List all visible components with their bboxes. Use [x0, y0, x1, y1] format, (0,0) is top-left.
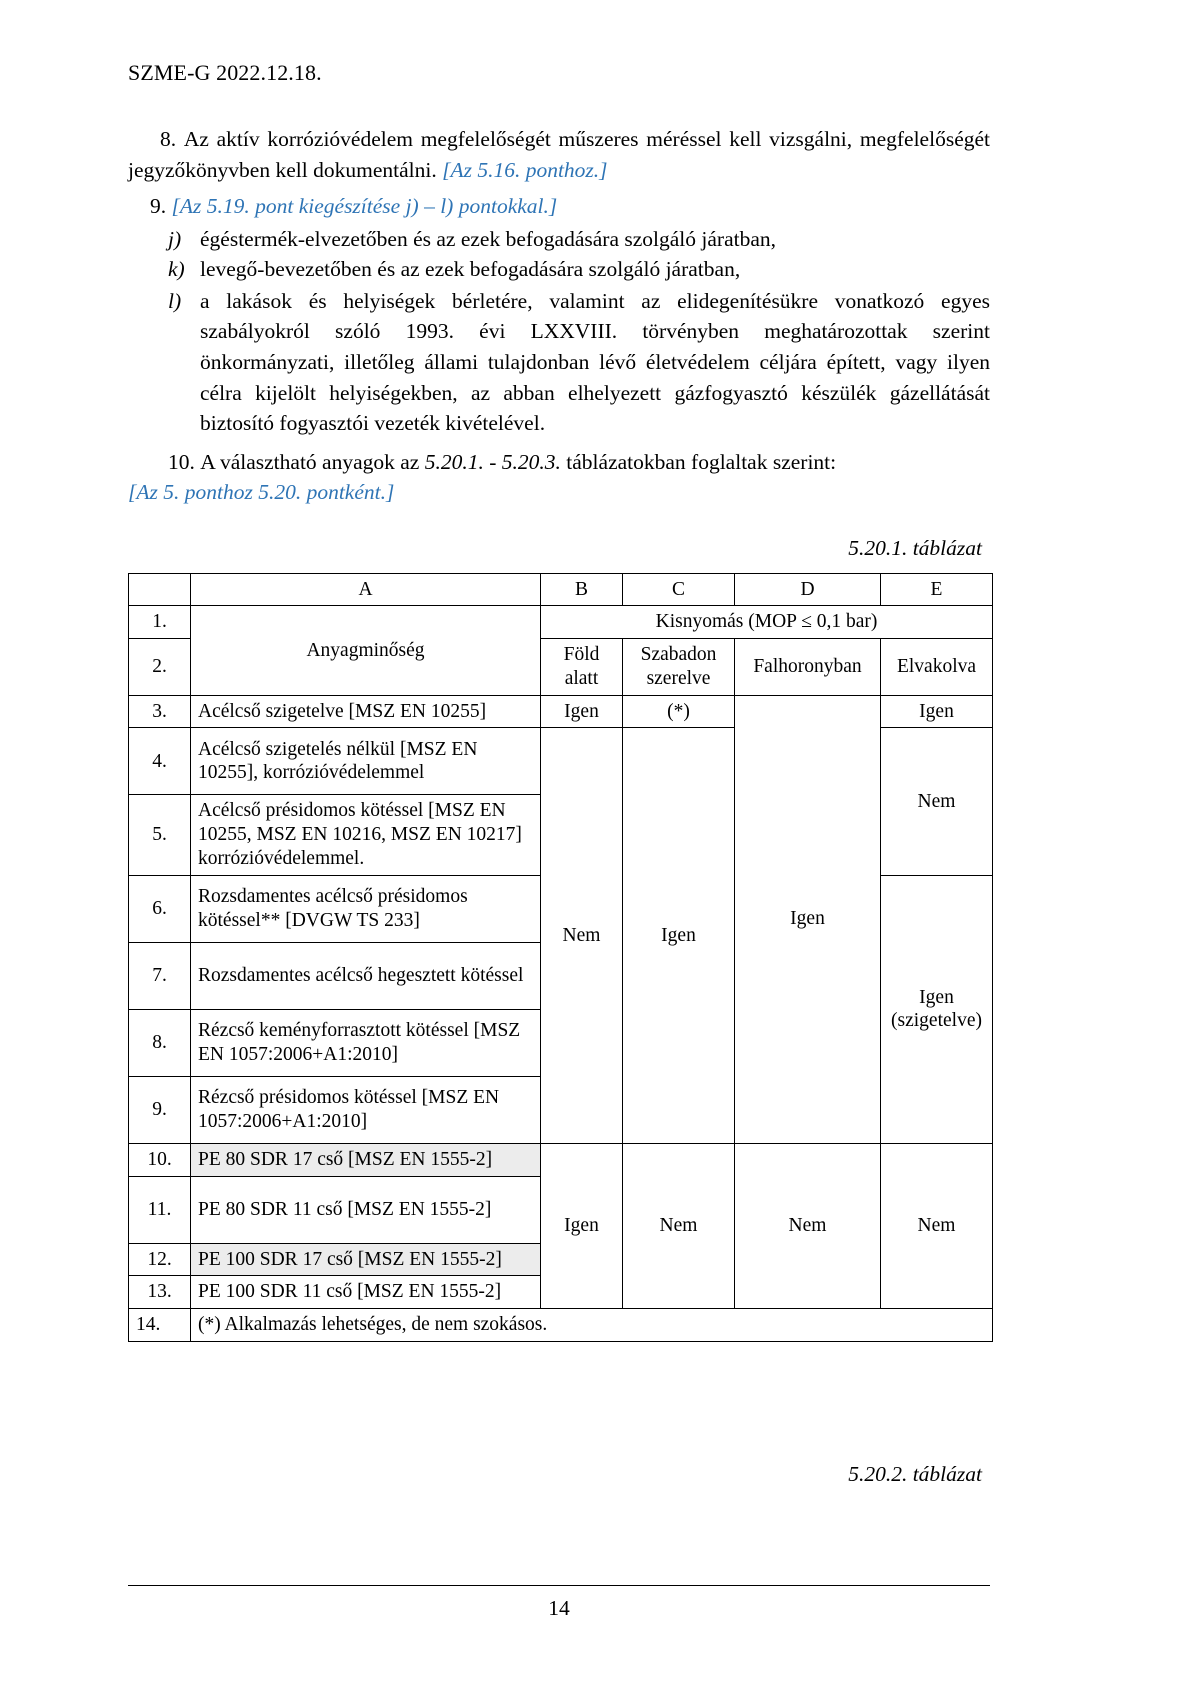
row-number-11: 11.	[129, 1176, 191, 1243]
list-marker-k: k)	[168, 257, 185, 282]
running-head: SZME-G 2022.12.18.	[128, 60, 322, 85]
header-fold-alatt: Föld alatt	[541, 639, 623, 696]
header-falhoronyban: Falhoronyban	[735, 639, 881, 696]
list-text-l: a lakások és helyiségek bérletére, valamint az elidegenítésükre vonatkozó egyes szabályokról szóló 1993. évi LXXVIII. törvényben meghatározottak szerint önkormányzati, illetőleg állami tulajdonban lévő életvédelem céljára épített, vagy ilyen célra kijelölt helyiségekben, az abban elhelyezett gázfogyasztó készülék gázellátását biztosító fogyasztói vezeték kivételével.	[200, 288, 990, 436]
list-item-l	[128, 286, 990, 439]
header-anyagminoseg: Anyagminőség	[191, 606, 541, 695]
column-letter-b: B	[541, 573, 623, 606]
row-number-9: 9.	[129, 1076, 191, 1143]
material-name-7: Rozsdamentes acélcső hegesztett kötéssel	[191, 942, 541, 1009]
item-10-range-end: 5.20.3.	[501, 449, 561, 474]
item-10-range-separator: -	[483, 449, 502, 474]
row-number-1: 1.	[129, 606, 191, 639]
row-number-6: 6.	[129, 875, 191, 942]
value-pe-falhoronyban: Nem	[735, 1143, 881, 1308]
row-number-13: 13.	[129, 1276, 191, 1309]
material-name-5: Acélcső présidomos kötéssel [MSZ EN 10255, MSZ EN 10216, MSZ EN 10217] korrózióvédelemmel.	[191, 795, 541, 875]
value-elvakolva-igen-szigetelve	[881, 875, 993, 1143]
row-number-12: 12.	[129, 1243, 191, 1276]
table-row	[129, 695, 993, 728]
paragraph-item-9	[128, 191, 990, 222]
paragraph-item-8	[128, 124, 990, 185]
table-footnote: (*) Alkalmazás lehetséges, de nem szokásos.	[191, 1309, 993, 1342]
item-8-text: Az aktív korrózióvédelem megfelelőségét műszeres méréssel kell vizsgálni, megfelelőségét jegyzőkönyvben kell dokumentálni.	[128, 127, 991, 182]
item-10-text-after: táblázatokban foglaltak szerint:	[560, 449, 837, 474]
material-name-10: PE 80 SDR 17 cső [MSZ EN 1555-2]	[191, 1143, 541, 1176]
material-name-12: PE 100 SDR 17 cső [MSZ EN 1555-2]	[191, 1243, 541, 1276]
row-number-14: 14.	[129, 1309, 191, 1342]
table-caption-5-20-2: 5.20.2. táblázat	[848, 1461, 982, 1486]
material-name-8: Rézcső keményforrasztott kötéssel [MSZ EN 1057:2006+A1:2010]	[191, 1009, 541, 1076]
table-row-footnote	[129, 1309, 993, 1342]
row-number-7: 7.	[129, 942, 191, 1009]
item-10-range-start: 5.20.1.	[424, 449, 484, 474]
column-letter-d: D	[735, 573, 881, 606]
table-row	[129, 1143, 993, 1176]
list-text-k: levegő-bevezetőben és az ezek befogadására szolgáló járatban,	[200, 257, 741, 282]
row-number-3: 3.	[129, 695, 191, 728]
value-pe-fold-alatt: Igen	[541, 1143, 623, 1308]
header-elvakolva: Elvakolva	[881, 639, 993, 696]
value-pe-elvakolva: Nem	[881, 1143, 993, 1308]
column-letter-c: C	[623, 573, 735, 606]
value-steel-szabadon-szerelve: Igen	[623, 728, 735, 1143]
table-row	[129, 606, 993, 639]
item-9-reference: [Az 5.19. pont kiegészítése j) – l) pontokkal.]	[171, 194, 558, 219]
row-number-10: 10.	[129, 1143, 191, 1176]
paragraph-item-10	[128, 447, 990, 478]
value-3-fold-alatt: Igen	[541, 695, 623, 728]
lettered-list	[128, 224, 990, 439]
value-elvakolva-igen: Igen	[919, 986, 954, 1008]
table-caption-5-20-1: 5.20.1. táblázat	[848, 535, 982, 560]
material-name-11: PE 80 SDR 11 cső [MSZ EN 1555-2]	[191, 1176, 541, 1243]
value-steel-fold-alatt: Nem	[541, 728, 623, 1143]
value-3-szabadon-szerelve: (*)	[623, 695, 735, 728]
value-3-elvakolva: Igen	[881, 695, 993, 728]
item-10-reference: [Az 5. ponthoz 5.20. pontként.]	[128, 480, 395, 505]
row-number-8: 8.	[129, 1009, 191, 1076]
value-steel-falhoronyban: Igen	[735, 695, 881, 1143]
row-number-2: 2.	[129, 639, 191, 696]
materials-table-5-20-1	[128, 573, 993, 1342]
page-content	[128, 0, 990, 1487]
list-item-k	[128, 254, 990, 285]
material-name-9: Rézcső présidomos kötéssel [MSZ EN 1057:2006+A1:2010]	[191, 1076, 541, 1143]
material-name-4: Acélcső szigetelés nélkül [MSZ EN 10255], korrózióvédelemmel	[191, 728, 541, 795]
table-row-column-letters	[129, 573, 993, 606]
value-elvakolva-nem: Nem	[881, 728, 993, 875]
item-10-reference-line	[128, 477, 990, 508]
column-letter-a: A	[191, 573, 541, 606]
list-text-j: égéstermék-elvezetőben és az ezek befogadására szolgáló járatban,	[200, 226, 776, 251]
item-9-number: 9.	[150, 194, 167, 219]
row-number-5: 5.	[129, 795, 191, 875]
column-letter-e: E	[881, 573, 993, 606]
list-marker-j: j)	[168, 226, 182, 251]
item-10-text-before: A választható anyagok az	[200, 449, 425, 474]
material-name-13: PE 100 SDR 11 cső [MSZ EN 1555-2]	[191, 1276, 541, 1309]
item-8-number: 8.	[160, 127, 177, 152]
cell-corner-empty	[129, 573, 191, 606]
item-10-number: 10.	[168, 449, 195, 474]
material-name-3: Acélcső szigetelve [MSZ EN 10255]	[191, 695, 541, 728]
material-name-6: Rozsdamentes acélcső présidomos kötéssel** [DVGW TS 233]	[191, 875, 541, 942]
header-szabadon-szerelve: Szabadon szerelve	[623, 639, 735, 696]
header-kisnyomas-group: Kisnyomás (MOP ≤ 0,1 bar)	[541, 606, 993, 639]
page-footer	[128, 1585, 990, 1621]
page-number: 14	[548, 1596, 570, 1620]
value-pe-szabadon-szerelve: Nem	[623, 1143, 735, 1308]
footer-divider	[128, 1585, 990, 1586]
list-marker-l: l)	[168, 288, 182, 313]
row-number-4: 4.	[129, 728, 191, 795]
value-elvakolva-szigetelve: (szigetelve)	[891, 1010, 982, 1032]
item-8-reference: [Az 5.16. ponthoz.]	[442, 157, 608, 182]
list-item-j	[128, 224, 990, 255]
